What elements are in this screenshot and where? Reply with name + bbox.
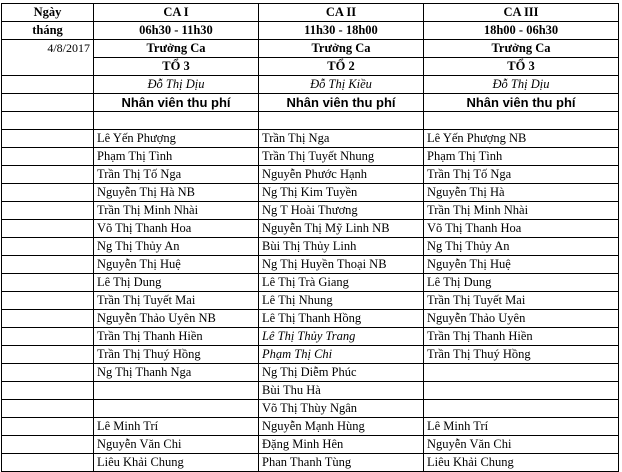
table-row (2, 166, 619, 184)
blank-cell (2, 76, 94, 94)
staff-name-cell: Ng Thị Thủy An (424, 238, 619, 256)
shift-1-lead-label: Trưởng Ca (94, 40, 259, 58)
staff-name-cell (424, 400, 619, 418)
table-row (2, 256, 619, 274)
staff-name-cell: Trần Thị Tố Nga (424, 166, 619, 184)
blank-cell (2, 238, 94, 256)
table-row (2, 220, 619, 238)
shift-3-time: 18h00 - 06h30 (424, 22, 619, 40)
shift-2-staff-header: Nhân viên thu phí (259, 94, 424, 112)
team-row (2, 58, 619, 76)
shift-1-time: 06h30 - 11h30 (94, 22, 259, 40)
blank-cell (2, 454, 94, 472)
table-row (2, 346, 619, 364)
shift-2-team: TỔ 2 (259, 58, 424, 76)
staff-name-cell: Lê Minh Trí (424, 418, 619, 436)
blank-cell (2, 94, 94, 112)
staff-name-cell: Trần Thị Tuyết Mai (424, 292, 619, 310)
blank-cell (2, 346, 94, 364)
staff-name-cell: Nguyễn Thị Huệ (424, 256, 619, 274)
table-row (2, 274, 619, 292)
staff-name-cell: Nguyễn Mạnh Hùng (259, 418, 424, 436)
staff-name-cell: Lê Yến Phượng NB (424, 130, 619, 148)
staff-name-cell: Nguyễn Thảo Uyên NB (94, 310, 259, 328)
staff-name-cell: Trần Thị Thuý Hồng (424, 346, 619, 364)
shift-3-lead-name: Đỗ Thị Dịu (424, 76, 619, 94)
table-row (2, 418, 619, 436)
staff-name-cell: Trần Thị Nga (259, 130, 424, 148)
staff-name-cell (424, 382, 619, 400)
staff-name-cell: Bùi Thị Thủy Linh (259, 238, 424, 256)
staff-name-cell: Nguyễn Thị Mỹ Linh NB (259, 220, 424, 238)
date-label-1: Ngày (2, 4, 94, 22)
staff-name-cell: Trần Thị Thanh Hiền (94, 328, 259, 346)
blank-cell (2, 400, 94, 418)
staff-name-cell: Đặng Minh Hên (259, 436, 424, 454)
staff-name-cell: Trần Thị Thanh Hiền (424, 328, 619, 346)
table-row (2, 238, 619, 256)
lead-name-row (2, 76, 619, 94)
shift-roster-table (1, 3, 619, 472)
staff-name-cell: Võ Thị Thanh Hoa (94, 220, 259, 238)
staff-name-cell: Ng Thị Huyền Thoại NB (259, 256, 424, 274)
table-row (2, 436, 619, 454)
staff-name-cell (424, 364, 619, 382)
staff-name-cell (424, 112, 619, 130)
blank-cell (2, 436, 94, 454)
staff-name-cell: Bùi Thu Hà (259, 382, 424, 400)
staff-name-cell: Lê Thị Dung (94, 274, 259, 292)
shift-lead-label-row (2, 40, 619, 58)
shift-name-row (2, 4, 619, 22)
table-row (2, 310, 619, 328)
blank-cell (2, 310, 94, 328)
table-row (2, 382, 619, 400)
staff-name-cell: Nguyễn Thị Huệ (94, 256, 259, 274)
staff-name-cell: Trần Thị Tuyết Mai (94, 292, 259, 310)
staff-name-cell: Trần Thị Minh Nhài (424, 202, 619, 220)
staff-name-cell (94, 112, 259, 130)
staff-name-cell (94, 382, 259, 400)
staff-name-cell: Ng Thị Thủy An (94, 238, 259, 256)
blank-cell (2, 112, 94, 130)
staff-name-cell: Lê Thị Trà Giang (259, 274, 424, 292)
staff-name-cell (94, 400, 259, 418)
blank-cell (2, 130, 94, 148)
blank-cell (2, 328, 94, 346)
blank-cell (2, 418, 94, 436)
date-label-2: tháng (2, 22, 94, 40)
staff-name-cell: Liêu Khải Chung (424, 454, 619, 472)
table-row (2, 364, 619, 382)
staff-name-cell: Phan Thanh Tùng (259, 454, 424, 472)
staff-name-cell: Nguyễn Phước Hạnh (259, 166, 424, 184)
blank-cell (2, 382, 94, 400)
staff-name-cell: Lê Minh Trí (94, 418, 259, 436)
staff-name-cell: Lê Yến Phượng (94, 130, 259, 148)
table-row (2, 184, 619, 202)
staff-name-cell: Lê Thị Thanh Hồng (259, 310, 424, 328)
blank-cell (2, 256, 94, 274)
staff-name-cell: Trần Thị Thuý Hồng (94, 346, 259, 364)
staff-list (2, 112, 619, 472)
staff-name-cell: Liêu Khải Chung (94, 454, 259, 472)
table-row (2, 328, 619, 346)
shift-2-lead-name: Đỗ Thị Kiều (259, 76, 424, 94)
shift-3-team: TỔ 3 (424, 58, 619, 76)
roster-date: 4/8/2017 (2, 40, 94, 76)
table-row (2, 454, 619, 472)
shift-2-time: 11h30 - 18h00 (259, 22, 424, 40)
blank-cell (2, 148, 94, 166)
table-row (2, 400, 619, 418)
staff-name-cell (259, 112, 424, 130)
shift-1-lead-name: Đỗ Thị Dịu (94, 76, 259, 94)
shift-1-team: TỔ 3 (94, 58, 259, 76)
staff-name-cell: Lê Thị Thủy Trang (259, 328, 424, 346)
blank-cell (2, 292, 94, 310)
blank-cell (2, 202, 94, 220)
shift-time-row (2, 22, 619, 40)
shift-2-lead-label: Trưởng Ca (259, 40, 424, 58)
blank-cell (2, 184, 94, 202)
staff-name-cell: Lê Thị Dung (424, 274, 619, 292)
table-row (2, 112, 619, 130)
staff-name-cell: Ng Thị Thanh Nga (94, 364, 259, 382)
staff-name-cell: Trần Thị Minh Nhài (94, 202, 259, 220)
staff-name-cell: Nguyễn Thị Hà NB (94, 184, 259, 202)
table-row (2, 202, 619, 220)
shift-3-lead-label: Trưởng Ca (424, 40, 619, 58)
blank-cell (2, 166, 94, 184)
staff-name-cell: Võ Thị Thanh Hoa (424, 220, 619, 238)
staff-name-cell: Nguyễn Thị Hà (424, 184, 619, 202)
shift-1-name: CA I (94, 4, 259, 22)
staff-name-cell: Ng T Hoài Thương (259, 202, 424, 220)
shift-2-name: CA II (259, 4, 424, 22)
table-row (2, 292, 619, 310)
blank-cell (2, 364, 94, 382)
staff-name-cell: Phạm Thị Tình (424, 148, 619, 166)
staff-name-cell: Nguyễn Văn Chi (94, 436, 259, 454)
table-row (2, 130, 619, 148)
staff-header-row (2, 94, 619, 112)
staff-name-cell: Ng Thị Diễm Phúc (259, 364, 424, 382)
staff-name-cell: Ng Thị Kim Tuyền (259, 184, 424, 202)
staff-name-cell: Võ Thị Thùy Ngân (259, 400, 424, 418)
blank-cell (2, 274, 94, 292)
shift-3-staff-header: Nhân viên thu phí (424, 94, 619, 112)
staff-name-cell: Trần Thị Tuyết Nhung (259, 148, 424, 166)
staff-name-cell: Lê Thị Nhung (259, 292, 424, 310)
staff-name-cell: Phạm Thị Tình (94, 148, 259, 166)
staff-name-cell: Trần Thị Tố Nga (94, 166, 259, 184)
shift-1-staff-header: Nhân viên thu phí (94, 94, 259, 112)
table-row (2, 148, 619, 166)
staff-name-cell: Nguyễn Văn Chi (424, 436, 619, 454)
blank-cell (2, 220, 94, 238)
shift-3-name: CA III (424, 4, 619, 22)
staff-name-cell: Nguyễn Thảo Uyên (424, 310, 619, 328)
staff-name-cell: Phạm Thị Chi (259, 346, 424, 364)
